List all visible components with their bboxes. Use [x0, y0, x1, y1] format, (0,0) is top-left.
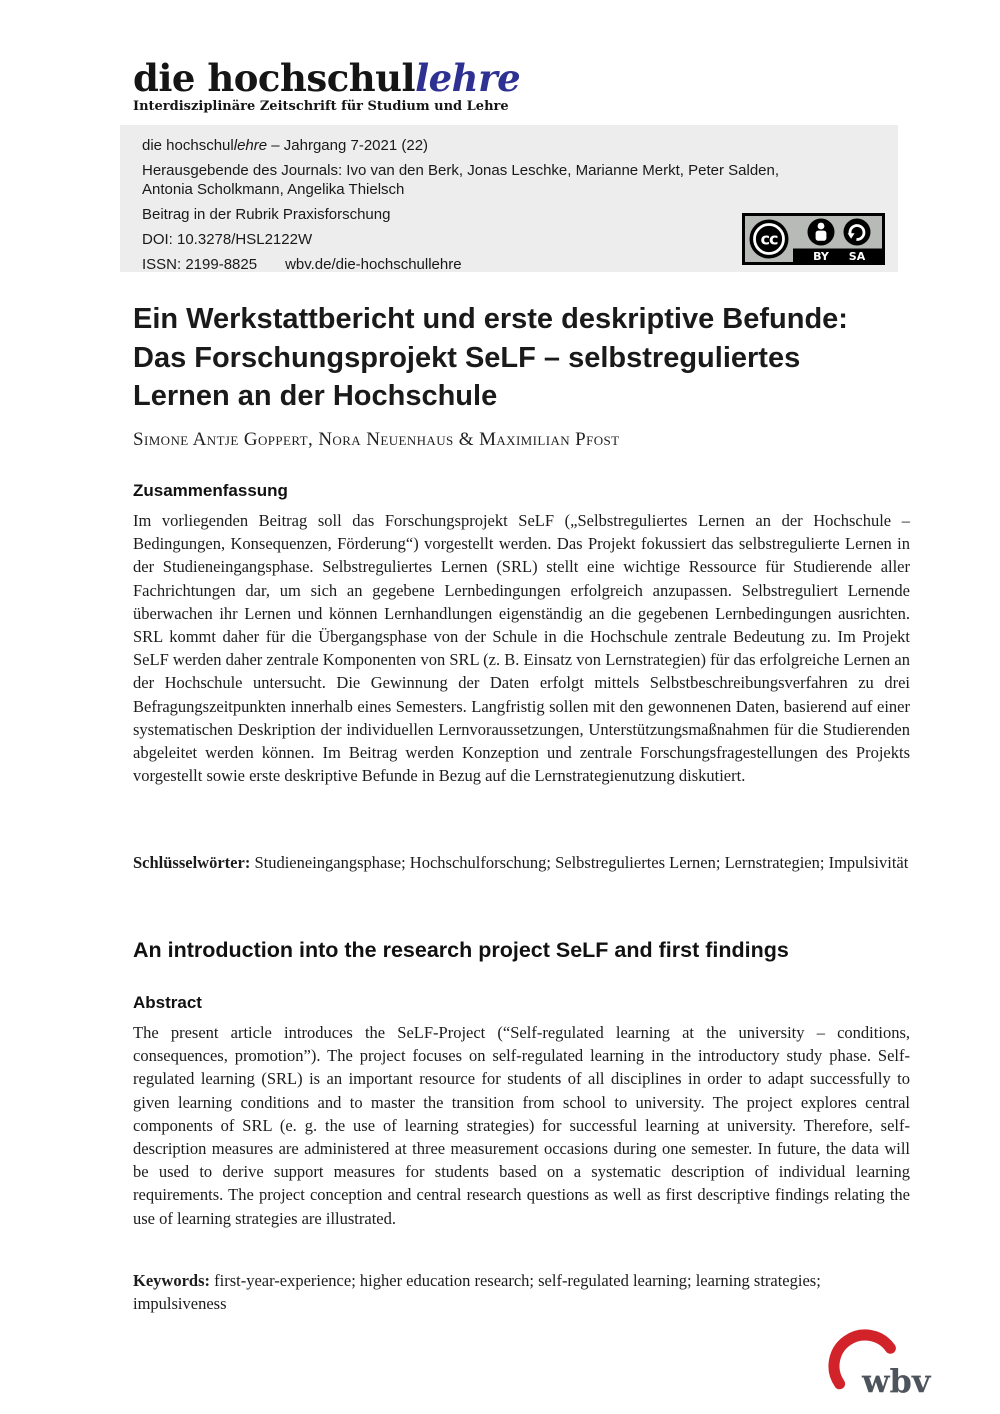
cc-by-label: BY: [813, 250, 829, 263]
keywords-de-label: Schlüsselwörter:: [133, 853, 251, 872]
cc-sa-arrow-icon: [844, 219, 871, 246]
cc-by-sa-badge: [742, 213, 885, 265]
journal-logo-main: die hochschul: [133, 56, 416, 100]
journal-logo: [133, 58, 520, 98]
abstract-de-text: Im vorliegenden Beitrag soll das Forschungsprojekt SeLF („Selbstreguliertes Lernen an der Hochschule – Bedingungen, Konsequenzen, Förderung“) vorgestellt werden. Das Projekt fokussiert das selbstregulierte Lernen in der Studieneingangsphase. Selbstreguliertes Lernen (SRL) stellt eine wichtige Ressource für Studierende aller Fachrichtungen dar, um sich an gegebene Lernbedingungen erfolgreich anzupassen. Selbstreguliert Lernende überwachen ihr Lernen und können Lernhandlungen eigenständig an die gegebenen Lernbedingungen ausrichten. SRL kommt daher für die Übergangsphase von der Schule in die Hochschule zentrale Bedeutung zu. Im Projekt SeLF werden daher zentrale Komponenten von SRL (z. B. Einsatz von Lernstrategien) für das erfolgreiche Lernen an der Hochschule untersucht. Die Gewinnung der Daten erfolgt mittels Selbstbeschreibungsverfahren zu drei Befragungszeitpunkten innerhalb eines Semesters. Langfristig sollen mit den gewonnenen Daten, basierend auf einer systematischen Deskription der individuellen Lernvoraussetzungen, Unterstützungsmaßnahmen für die Studierenden abgeleitet werden können. Im Beitrag werden Konzeption und zentrale Forschungsfragestellungen des Projekts vorgestellt sowie erste deskriptive Befunde in Bezug auf die Lernstrategienutzung diskutiert.: [133, 511, 910, 786]
keywords-en: [133, 1269, 910, 1315]
wbv-publisher-logo: [820, 1316, 940, 1398]
keywords-de: [133, 851, 910, 874]
abstract-de-heading: Zusammenfassung: [133, 481, 288, 500]
journal-issue-prefix: die hochschul: [142, 137, 234, 154]
cc-logo-icon: [750, 220, 789, 259]
article-title-en: An introduction into the research project SeLF and first findings: [133, 938, 789, 962]
badge-bottom-bar: [793, 249, 883, 264]
keywords-de-list: Studieneingangsphase; Hochschulforschung; Selbstreguliertes Lernen; Lernstrategien; Impulsivität: [250, 853, 909, 872]
keywords-en-list: first-year-experience; higher education research; self-regulated learning; learning strategies; impulsiveness: [133, 1271, 821, 1314]
article-title: Ein Werkstattbericht und erste deskriptive Befunde: Das Forschungsprojekt SeLF – selbstreguliertes Lernen an der Hochschule: [133, 303, 848, 412]
cc-letters: cc: [760, 229, 778, 249]
cc-sa-label: SA: [848, 250, 866, 263]
issn-value: ISSN: 2199-8825: [142, 256, 258, 273]
wbv-text: wbv: [862, 1362, 931, 1398]
journal-issue-line: [142, 136, 876, 155]
abstract-en-heading: Abstract: [133, 993, 202, 1012]
journal-logo-accent: lehre: [415, 56, 521, 100]
section-line: Beitrag in der Rubrik Praxisforschung: [142, 206, 391, 223]
authors-line: Simone Antje Goppert, Nora Neuenhaus & Maximilian Pfost: [133, 429, 620, 450]
abstract-en-text: The present article introduces the SeLF-Project (“Self-regulated learning at the university – conditions, consequences, promotion”). The project focuses on self-regulated learning in the introductory study phase. Self-regulated learning (SRL) is an important resource for students of all disciplines in order to adapt successfully to given learning conditions and to master the transition from school to university. The project explores central components of SRL (e. g. the use of learning strategies) for successful learning at university. Therefore, self-description measures are administered at three measurement occasions during one semester. In future, the data will be used to derive support measures for students based on a systematic description of individual learning requirements. The project conception and central research questions as well as first descriptive findings relating the use of learning strategies are illustrated.: [133, 1023, 910, 1228]
masthead: [133, 58, 520, 114]
journal-issue-italic: lehre: [233, 137, 268, 154]
cc-by-person-icon: [808, 219, 835, 246]
keywords-en-label: Keywords:: [133, 1271, 210, 1290]
journal-url: wbv.de/die-hochschullehre: [285, 256, 462, 273]
editors-line: Herausgebende des Journals: Ivo van den Berk, Jonas Leschke, Marianne Merkt, Peter Salden, Antonia Scholkmann, Angelika Thielsch: [142, 162, 780, 198]
doi-line: DOI: 10.3278/HSL2122W: [142, 231, 313, 248]
journal-issue-suffix: – Jahrgang 7-2021 (22): [267, 137, 429, 154]
journal-subtitle: Interdisziplinäre Zeitschrift für Studium und Lehre: [133, 99, 509, 114]
